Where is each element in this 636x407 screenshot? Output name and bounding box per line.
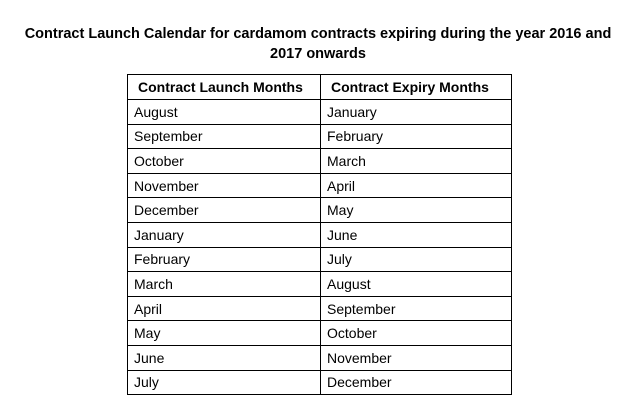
- header-launch-months: Contract Launch Months: [128, 75, 321, 100]
- table-row: [128, 370, 512, 395]
- table-row: [128, 149, 512, 174]
- table-row: [128, 247, 512, 272]
- table-row: [128, 272, 512, 297]
- expiry-month-cell: December: [321, 370, 512, 395]
- expiry-month-cell: February: [321, 124, 512, 149]
- document-title: [0, 24, 636, 64]
- contract-calendar-table: [127, 74, 512, 395]
- launch-month-cell: December: [128, 198, 321, 223]
- table-row: [128, 222, 512, 247]
- table-row: [128, 198, 512, 223]
- launch-month-cell: May: [128, 321, 321, 346]
- title-line-2: 2017 onwards: [270, 46, 366, 62]
- launch-month-cell: July: [128, 370, 321, 395]
- launch-month-cell: January: [128, 222, 321, 247]
- header-expiry-months: Contract Expiry Months: [321, 75, 512, 100]
- launch-month-cell: June: [128, 345, 321, 370]
- launch-month-cell: September: [128, 124, 321, 149]
- table-row: [128, 124, 512, 149]
- launch-month-cell: March: [128, 272, 321, 297]
- launch-month-cell: April: [128, 296, 321, 321]
- table-row: [128, 100, 512, 125]
- expiry-month-cell: January: [321, 100, 512, 125]
- table-row: [128, 296, 512, 321]
- expiry-month-cell: September: [321, 296, 512, 321]
- table-row: [128, 345, 512, 370]
- expiry-month-cell: August: [321, 272, 512, 297]
- launch-month-cell: October: [128, 149, 321, 174]
- expiry-month-cell: October: [321, 321, 512, 346]
- expiry-month-cell: April: [321, 173, 512, 198]
- title-line-1: Contract Launch Calendar for cardamom contracts expiring during the year 2016 and: [24, 26, 612, 42]
- expiry-month-cell: March: [321, 149, 512, 174]
- table-row: [128, 173, 512, 198]
- launch-month-cell: February: [128, 247, 321, 272]
- expiry-month-cell: June: [321, 222, 512, 247]
- expiry-month-cell: November: [321, 345, 512, 370]
- expiry-month-cell: May: [321, 198, 512, 223]
- launch-month-cell: November: [128, 173, 321, 198]
- launch-month-cell: August: [128, 100, 321, 125]
- expiry-month-cell: July: [321, 247, 512, 272]
- table-header-row: [128, 75, 512, 100]
- table-row: [128, 321, 512, 346]
